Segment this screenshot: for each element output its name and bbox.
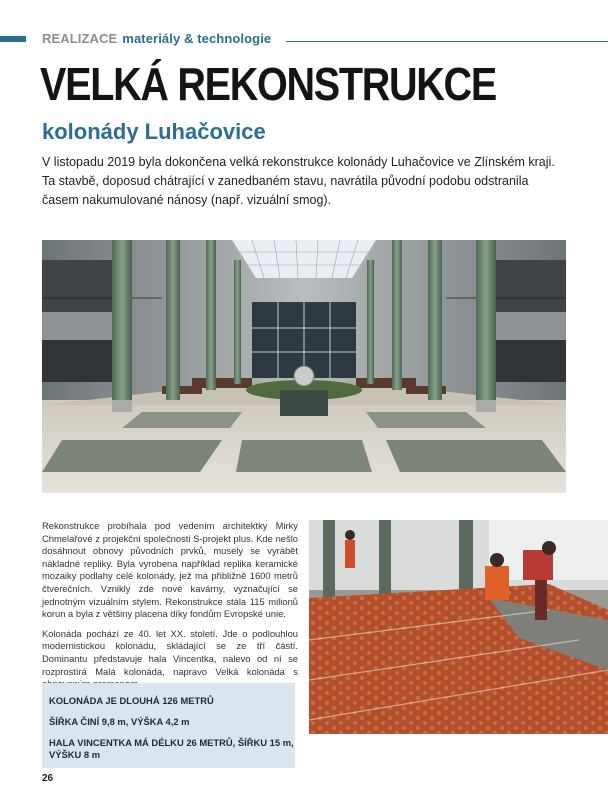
colonnade-hall-photo [42,240,566,493]
subsection-label: materiály & technologie [122,31,272,46]
page-number: 26 [42,773,54,784]
article-lead: V listopadu 2019 byla dokončena velká rekonstrukce kolonády Luhačovice ve Zlínském kraji. Ta stavbě, doposud chátrající v zanedbaném stavu, navrátila původní podobu odstranila časem nakumulované nánosy (např. vizuální smog). [42,155,555,207]
section-label: REALIZACE [42,31,118,46]
header-rule [286,41,608,42]
section-marker-bar [0,36,26,42]
fact-length: KOLONÁDA JE DLOUHÁ 126 METRŮ [49,695,214,706]
section-header [42,31,271,46]
paragraph: Kolonáda pochází ze 40. let XX. století. Jde o podlouhlou modernistickou kolonádu, skládající se ze tří částí. Dominantu představuje hala Vincentka, nalevo od ní se rozprostírá Malá kolonáda, napravo Velká kolonáda s [42,627,298,677]
article-subtitle: kolonády Luhačovice [42,119,266,144]
floor-heating-installation-photo [309,520,608,734]
article-body [42,520,298,698]
facts-box [42,683,295,768]
fact-width-height: ŠÍŘKA ČINÍ 9,8 m, VÝŠKA 4,2 m [49,716,190,727]
fact-hall-height: VÝŠKU 8 m [49,749,101,760]
article-title: VELKÁ REKONSTRUKCE [40,58,496,110]
paragraph: Rekonstrukce probíhala pod vedením architektky Mirky Chmelařové z projekční společnosti S-projekt plus. Kde nešlo dosáhnout obnovy původních prvků, musely se vyrábět nákladné repliky. Byla vyrobena například replika keramické mozaiky podlahy celé kolonády, jež má přibližně 1600 metrů čtverečních. Vznikly zde nové kavárny, vyznačující se jednotným vizuálním stylem. Rekonstrukce stála 115 milionů korun a byla z většiny placena díky fondům Evropské unie. [42,520,298,620]
fact-hall-dimensions: HALA VINCENTKA MÁ DÉLKU 26 METRŮ, ŠÍŘKU 15 m, [49,737,294,748]
